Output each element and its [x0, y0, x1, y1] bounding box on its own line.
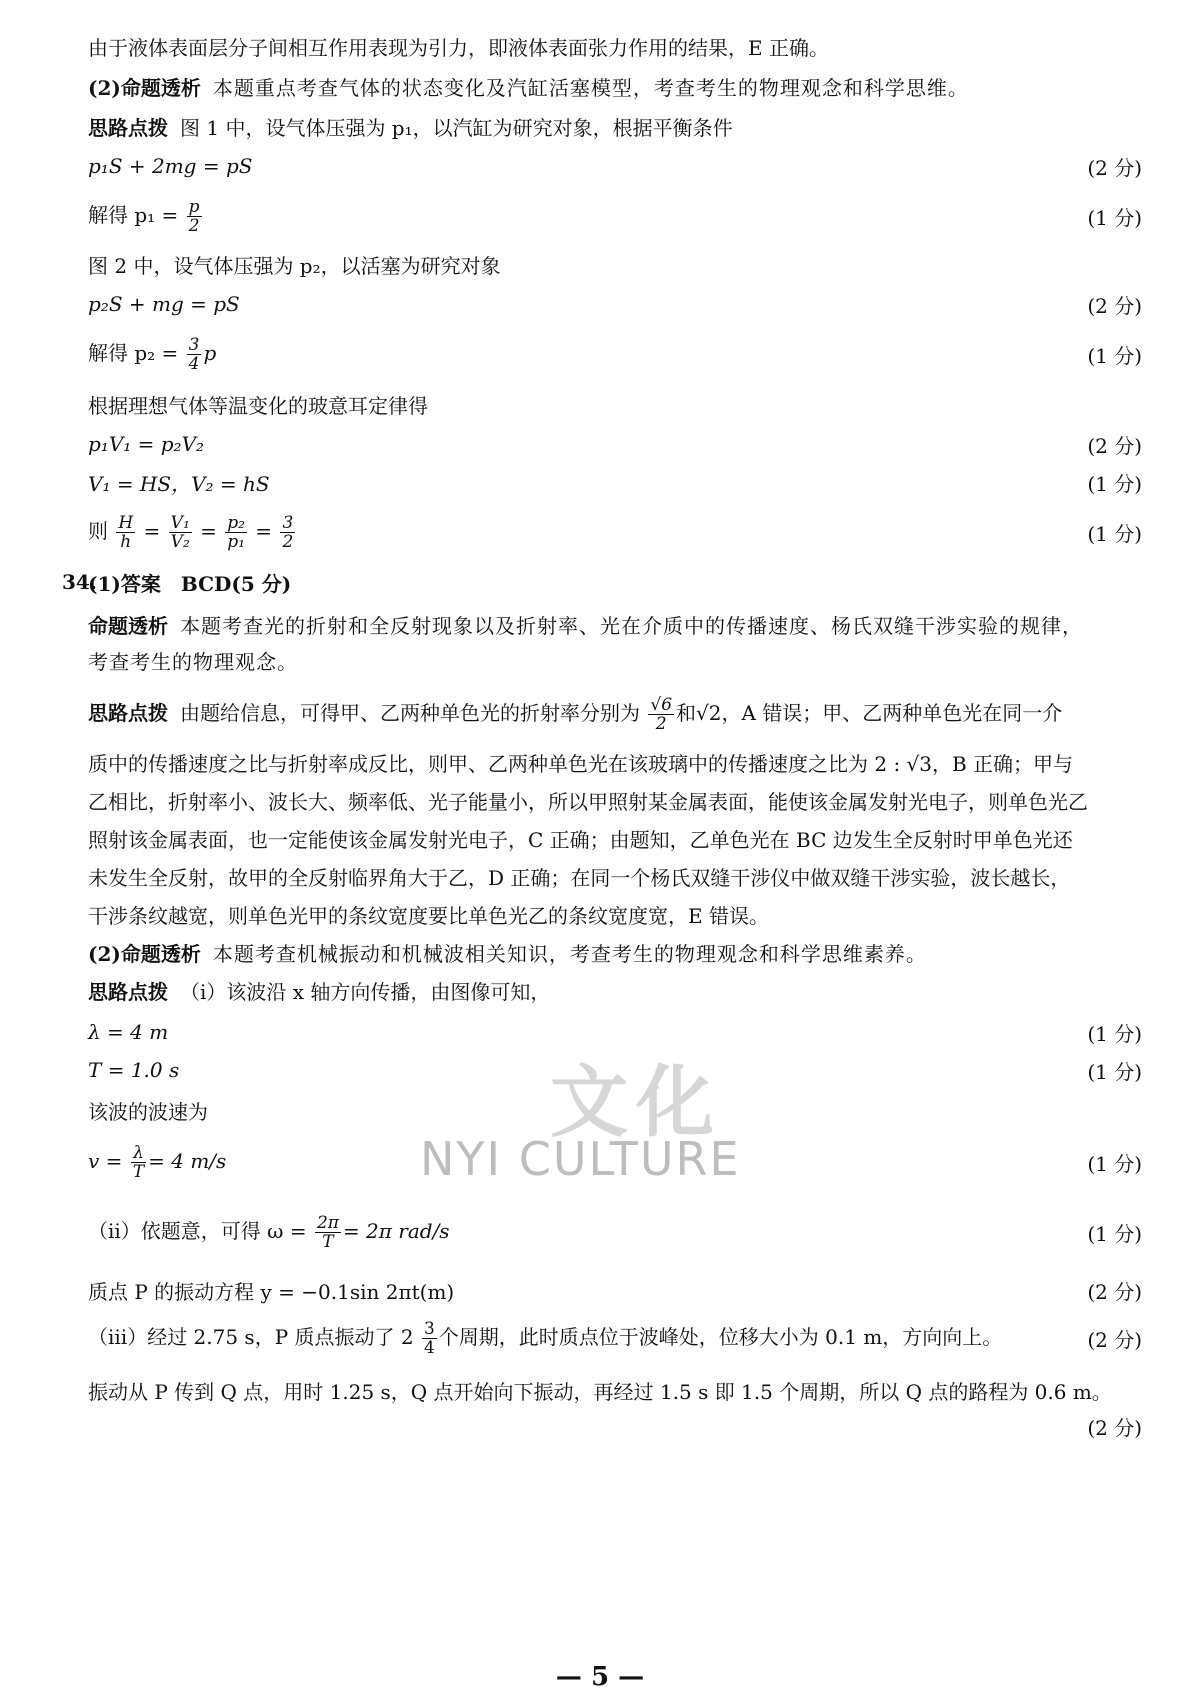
score-label: (1 分)	[1087, 205, 1142, 230]
equation-line: p₁V₁ = p₂V₂ (2 分)	[0, 424, 1200, 464]
equation-line: p₁S + 2mg = pS (2 分)	[0, 146, 1200, 186]
fraction: $\frac{√6}{2}$	[650, 694, 673, 734]
fraction: $\frac{2\pi}{T}$	[316, 1212, 339, 1252]
text-line: 由于液体表面层分子间相互作用表现为引力，即液体表面张力作用的结果，E 正确。	[88, 35, 829, 60]
fraction: $\frac{3}{4}$	[423, 1318, 435, 1358]
score-label: (1 分)	[1087, 1021, 1142, 1046]
text-line: 思路点拨 图 1 中，设气体压强为 p₁，以汽缸为研究对象，根据平衡条件	[88, 115, 733, 140]
fraction: $\frac{3}{4}$	[188, 334, 200, 374]
text-line: 该波的波速为	[88, 1099, 208, 1124]
question-heading: 34. (1)答案 BCD(5 分)	[62, 570, 292, 596]
text-line: 思路点拨 由题给信息，可得甲、乙两种单色光的折射率分别为 $\frac{√6}{2}$ 和√2，A 错误；甲、乙两种单色光在同一介	[88, 694, 1063, 734]
section-tag: 思路点拨	[88, 115, 168, 140]
score-label: (1 分)	[1087, 1059, 1142, 1084]
section-tag: (2)命题透析	[88, 941, 201, 966]
equation-line: V₁ = HS，V₂ = hS (1 分)	[0, 462, 1200, 502]
score-label: (2 分)	[1087, 1415, 1142, 1440]
section-tag: 思路点拨	[88, 700, 168, 725]
score-label: (2 分)	[1087, 433, 1142, 458]
equation-line: 则 $\frac{H}{h}$ = $\frac{\text{V₁}}{\text{V₂}}$ = $\frac{\text{p₂}}{\text{p₁}}$ = $\frac{3}{2}$ (1 分)	[88, 512, 1142, 552]
score-label: (1 分)	[1087, 521, 1142, 546]
equation-line: 质点 P 的振动方程 y = −0.1sin 2πt(m) (2 分)	[0, 1270, 1200, 1310]
score-label: (2 分)	[1087, 293, 1142, 318]
fraction: $\frac{\lambda}{T}$	[132, 1142, 145, 1182]
score-label: (1 分)	[1087, 1221, 1142, 1246]
fraction: $\frac{\text{V₁}}{\text{V₂}}$	[170, 512, 190, 552]
equation-line: λ = 4 m (1 分)	[0, 1012, 1200, 1052]
fraction: $\frac{p}{2}$	[188, 196, 200, 236]
equation-line: p₂S + mg = pS (2 分)	[0, 284, 1200, 324]
watermark-chinese: 文化	[550, 1058, 723, 1148]
fraction: $\frac{3}{2}$	[282, 512, 294, 552]
page-number: — 5 —	[555, 1662, 645, 1692]
subsection-heading: (2)命题透析 本题重点考查气体的状态变化及汽缸活塞模型，考查考生的物理观念和科学思维。	[88, 75, 969, 100]
score-label: (1 分)	[1087, 343, 1142, 368]
score-label: (2 分)	[1087, 1327, 1142, 1352]
text-line: （ⅲ）经过 2.75 s，P 质点振动了 2 $\frac{3}{4}$ 个周期，此时质点位于波峰处，位移大小为 0.1 m，方向向上。 (2 分)	[88, 1318, 1142, 1358]
text-line: 根据理想气体等温变化的玻意耳定律得	[88, 393, 428, 418]
watermark-english: NYI CULTURE	[420, 1132, 741, 1186]
section-tag: 思路点拨	[88, 979, 168, 1004]
fraction: $\frac{H}{h}$	[118, 512, 134, 552]
text-line: 振动从 P 传到 Q 点，用时 1.25 s，Q 点开始向下振动，再经过 1.5 s 即 1.5 个周期，所以 Q 点的路程为 0.6 m。	[88, 1379, 1112, 1404]
score-line	[0, 1406, 1200, 1446]
equation-line: （ⅱ）依题意，可得 ω = $\frac{2\pi}{T}$ = 2π rad/s (1 分)	[88, 1212, 1142, 1252]
text-line: 考查考生的物理观念。	[88, 649, 298, 674]
text-line: 干涉条纹越宽，则单色光甲的条纹宽度要比单色光乙的条纹宽度宽，E 错误。	[88, 903, 769, 928]
text-line: 图 2 中，设气体压强为 p₂，以活塞为研究对象	[88, 253, 501, 278]
score-label: (2 分)	[1087, 155, 1142, 180]
text-line: 未发生全反射，故甲的全反射临界角大于乙，D 正确；在同一个杨氏双缝干涉仪中做双缝干涉实验，波长越长，	[88, 865, 1071, 890]
score-label: (1 分)	[1087, 471, 1142, 496]
equation-line: T = 1.0 s (1 分)	[0, 1050, 1200, 1090]
equation-line: v = $\frac{\lambda}{T}$ = 4 m/s (1 分)	[88, 1142, 1142, 1182]
score-label: (2 分)	[1087, 1279, 1142, 1304]
question-number: 34.	[62, 570, 97, 594]
equation-line: 解得 p₁ = $\frac{p}{2}$ (1 分)	[88, 196, 1142, 236]
fraction: $\frac{\text{p₂}}{\text{p₁}}$	[227, 512, 245, 552]
text-line: 质中的传播速度之比与折射率成反比，则甲、乙两种单色光在该玻璃中的传播速度之比为 2 : √3，B 正确；甲与	[88, 751, 1074, 776]
text-line: 乙相比，折射率小、波长大、频率低、光子能量小，所以甲照射某金属表面，能使该金属发射光电子，则单色光乙	[88, 789, 1088, 814]
text-line: 思路点拨 （ⅰ）该波沿 x 轴方向传播，由图像可知，	[88, 979, 551, 1004]
equation-line: 解得 p₂ = $\frac{3}{4}$ p (1 分)	[88, 334, 1142, 374]
text-line: 命题透析 本题考查光的折射和全反射现象以及折射率、光在介质中的传播速度、杨氏双缝干涉实验的规律，	[88, 613, 1083, 638]
score-label: (1 分)	[1087, 1151, 1142, 1176]
text-line: 照射该金属表面，也一定能使该金属发射光电子，C 正确；由题知，乙单色光在 BC 边发生全反射时甲单色光还	[88, 827, 1073, 852]
section-tag: (2)命题透析	[88, 75, 201, 100]
section-tag: 命题透析	[88, 613, 168, 638]
subsection-heading: (2)命题透析 本题考查机械振动和机械波相关知识，考查考生的物理观念和科学思维素养。	[88, 941, 927, 966]
